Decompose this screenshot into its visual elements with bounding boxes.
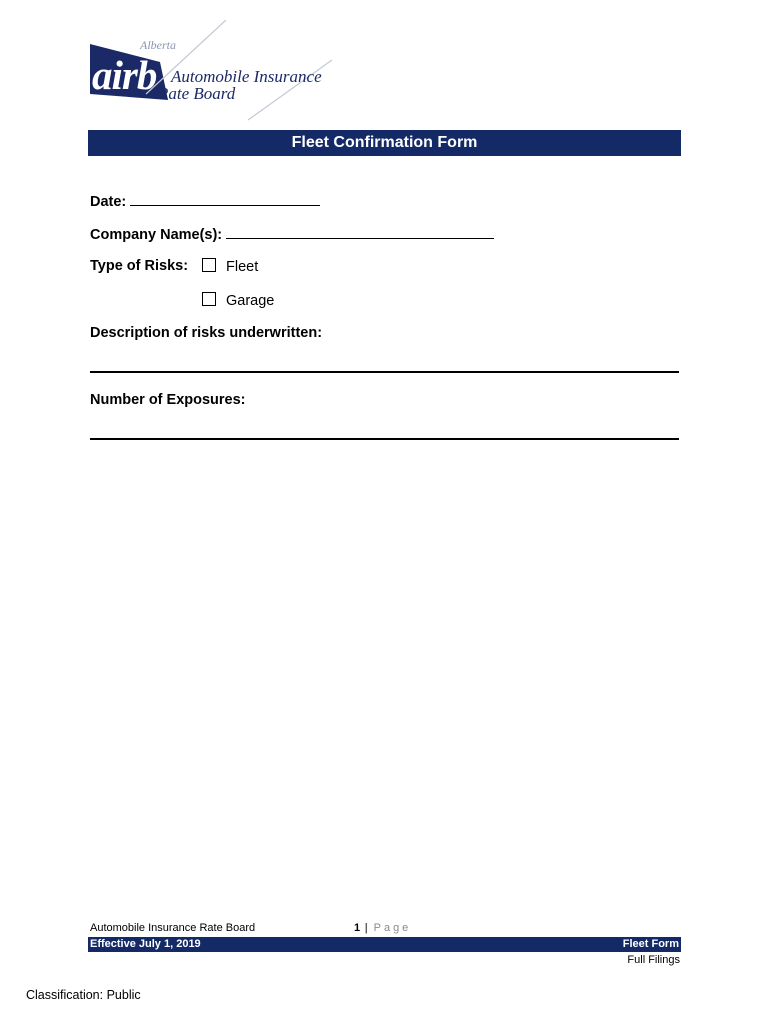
date-input-line[interactable]	[130, 193, 320, 206]
page-number: 1	[354, 922, 361, 934]
risk-option-fleet[interactable]	[202, 258, 258, 275]
risk-type-label: Type of Risks:	[90, 258, 189, 274]
logo-line-1: Automobile Insurance	[171, 67, 322, 86]
page-separator: |	[364, 922, 370, 934]
fleet-checkbox[interactable]	[202, 258, 216, 272]
risk-option-garage[interactable]	[202, 292, 274, 309]
exposures-label: Number of Exposures:	[90, 392, 246, 408]
footer-top	[90, 922, 680, 936]
company-input-line[interactable]	[226, 226, 494, 239]
airb-logo	[88, 20, 338, 125]
description-label: Description of risks underwritten:	[90, 325, 323, 341]
company-field	[90, 226, 494, 243]
garage-checkbox[interactable]	[202, 292, 216, 306]
footer-org: Automobile Insurance Rate Board	[90, 922, 256, 934]
footer-filings: Full Filings	[627, 954, 680, 966]
company-label: Company Name(s):	[90, 227, 223, 243]
footer-form-name: Fleet Form	[622, 938, 679, 950]
footer-bar	[88, 937, 681, 952]
date-field	[90, 193, 320, 210]
logo-line-2: Rate Board	[158, 84, 236, 103]
footer-effective-date: Effective July 1, 2019	[90, 938, 201, 950]
classification-label: Classification: Public	[26, 988, 141, 1002]
exposures-input-line[interactable]	[90, 438, 679, 440]
page-indicator	[354, 922, 411, 934]
page-word: Page	[373, 922, 412, 934]
fleet-label: Fleet	[226, 259, 259, 275]
form-title: Fleet Confirmation Form	[88, 130, 681, 156]
description-input-line[interactable]	[90, 371, 679, 373]
garage-label: Garage	[226, 293, 275, 309]
logo-airb-text: airb	[92, 52, 157, 98]
date-label: Date:	[90, 194, 127, 210]
logo-alberta-text: Alberta	[140, 38, 176, 52]
